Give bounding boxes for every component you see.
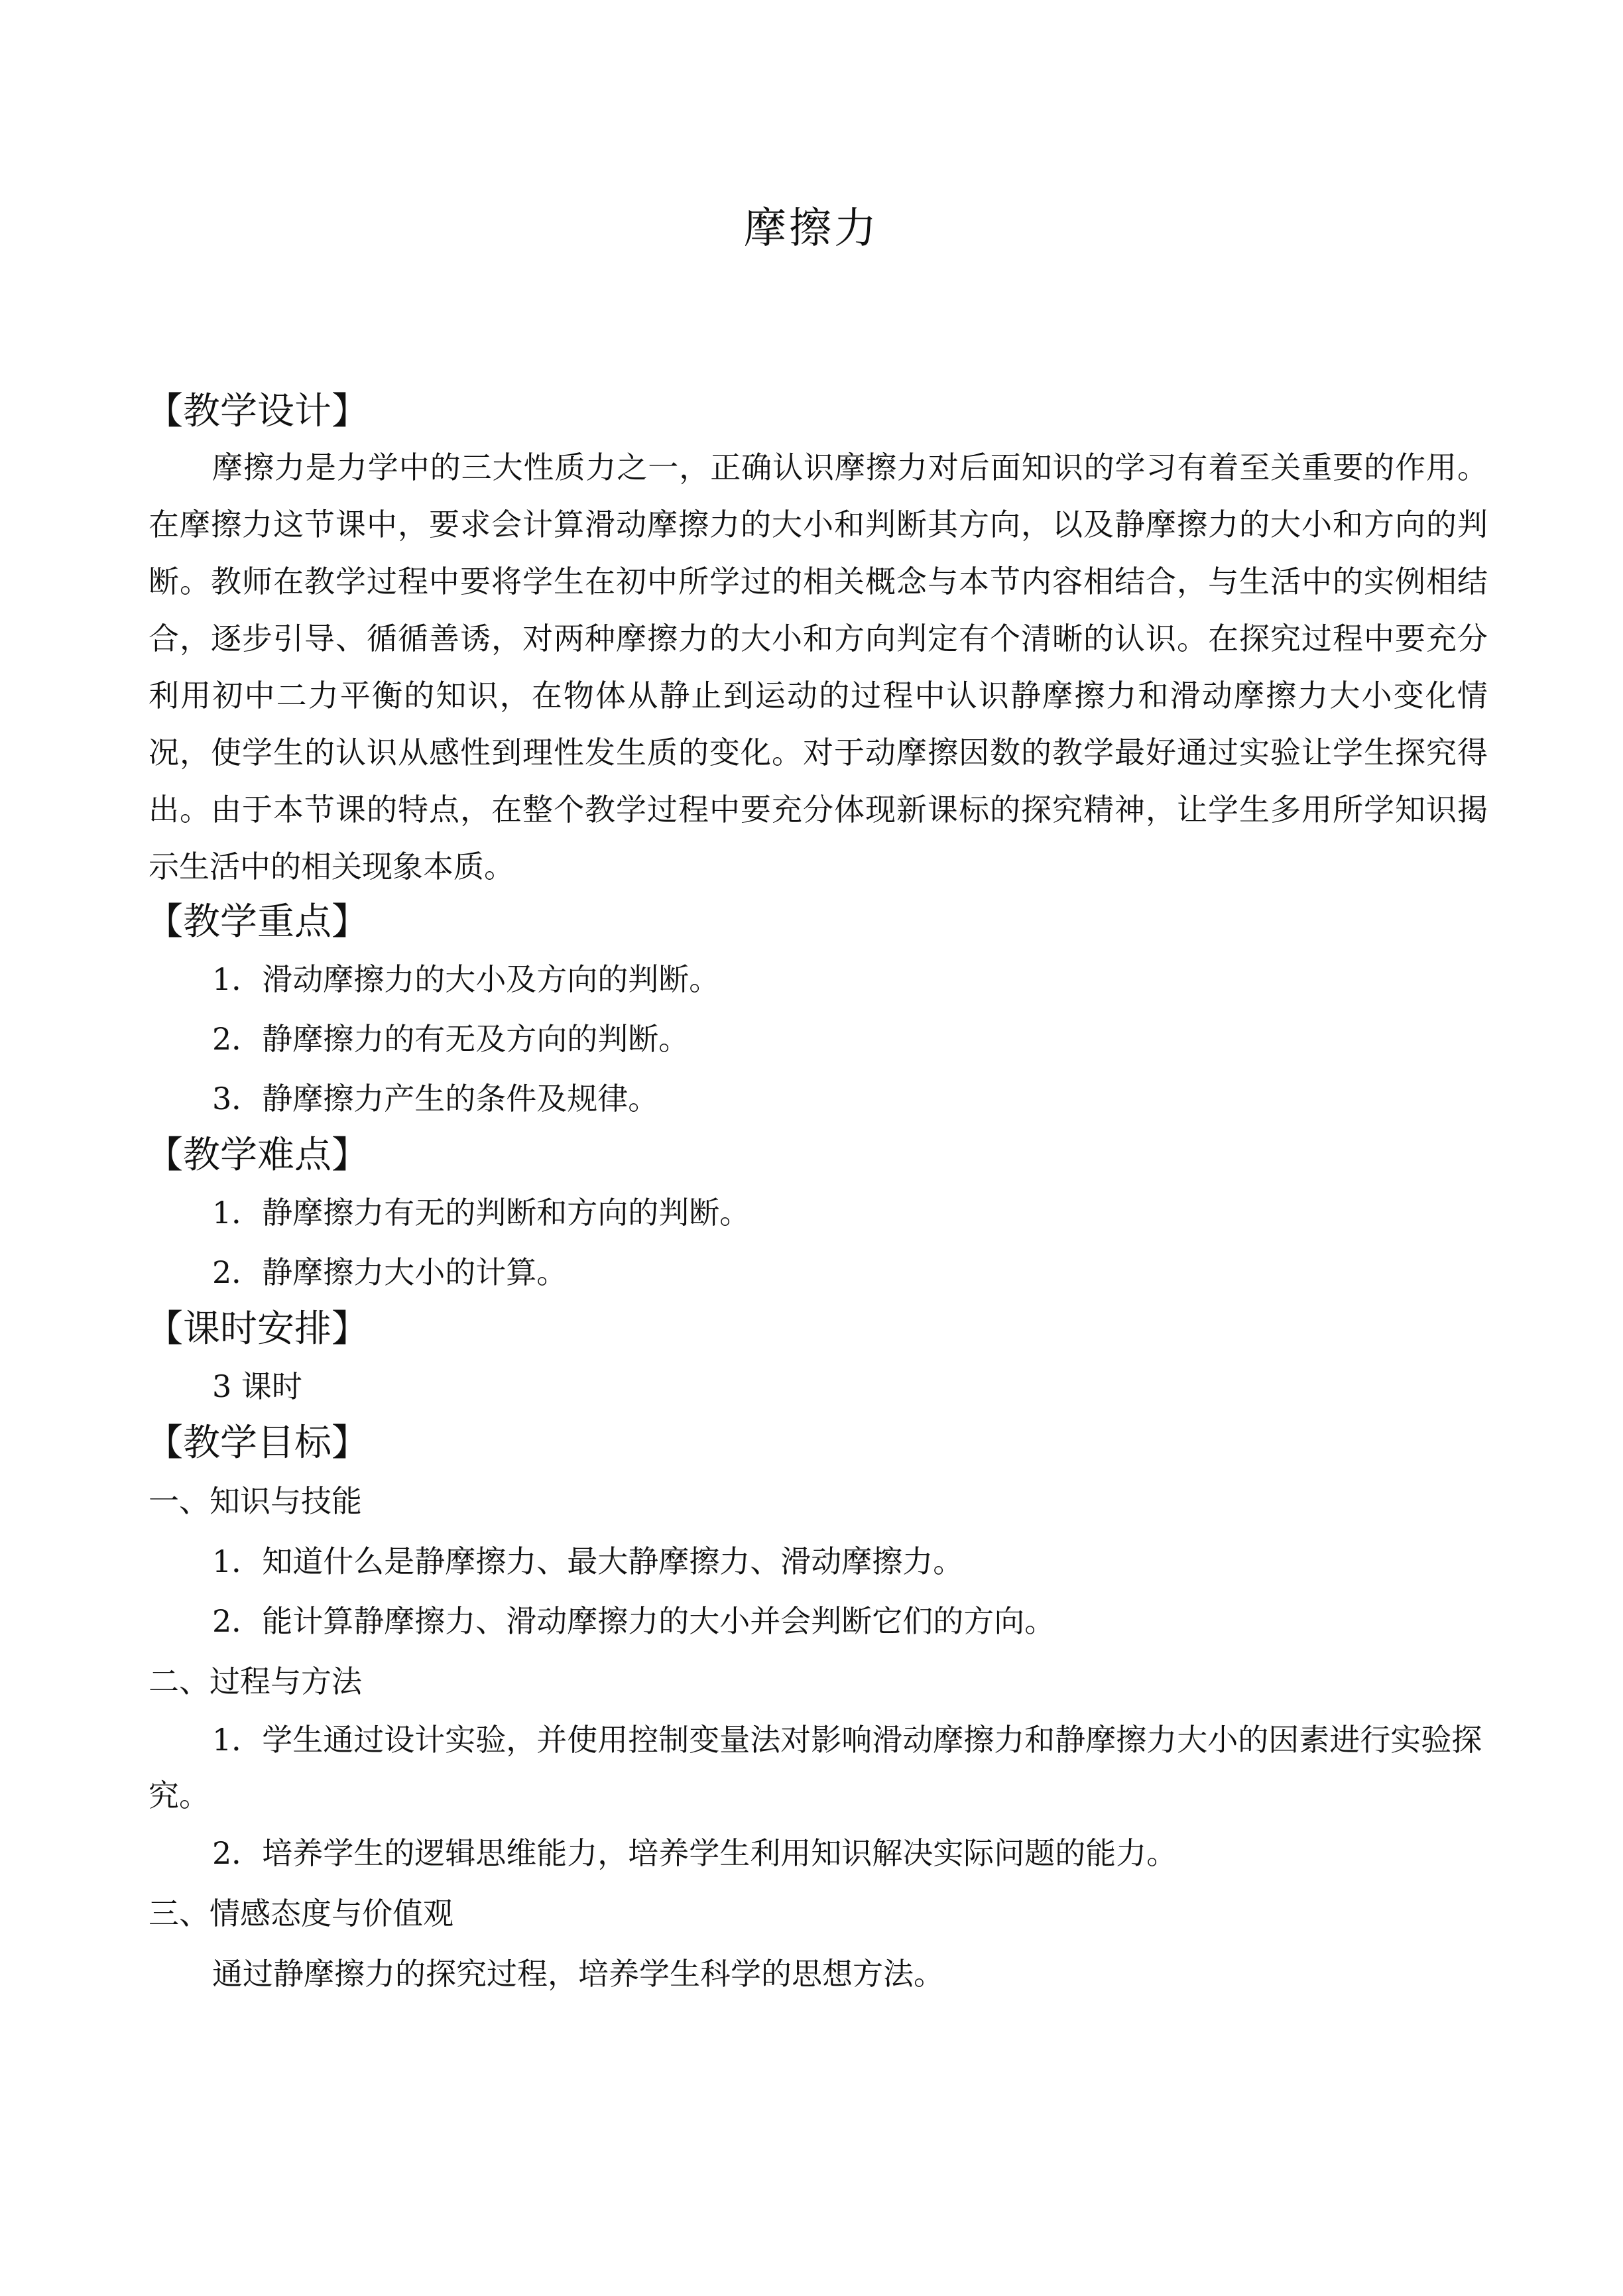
objective-emotion-title: 三、情感态度与价值观 <box>149 1896 453 1931</box>
objective-knowledge-title: 一、知识与技能 <box>149 1483 362 1519</box>
objective-knowledge-item: 1．知道什么是静摩擦力、最大静摩擦力、滑动摩擦力。 <box>212 1543 964 1579</box>
heading-teaching-design: 【教学设计】 <box>146 390 369 433</box>
difficulty-item: 1．静摩擦力有无的判断和方向的判断。 <box>212 1195 751 1231</box>
heading-difficulties: 【教学难点】 <box>146 1134 369 1177</box>
objective-emotion-item: 通过静摩擦力的探究过程，培养学生科学的思想方法。 <box>212 1956 944 1992</box>
schedule-text: 3 课时 <box>212 1368 302 1404</box>
heading-objectives: 【教学目标】 <box>146 1421 369 1465</box>
heading-schedule: 【课时安排】 <box>146 1307 369 1351</box>
objective-process-item: 1．学生通过设计实验，并使用控制变量法对影响滑动摩擦力和静摩擦力大小的因素进行实验探究。 <box>149 1722 1482 1813</box>
document-title: 摩擦力 <box>744 204 879 253</box>
objective-process-title: 二、过程与方法 <box>149 1663 362 1699</box>
heading-key-points: 【教学重点】 <box>146 900 369 943</box>
objective-knowledge-item: 2．能计算静摩擦力、滑动摩擦力的大小并会判断它们的方向。 <box>212 1603 1055 1639</box>
document-body <box>146 385 1488 2004</box>
key-point-item: 2．静摩擦力的有无及方向的判断。 <box>212 1021 690 1057</box>
difficulty-item: 2．静摩擦力大小的计算。 <box>212 1254 568 1290</box>
key-point-item: 3．静摩擦力产生的条件及规律。 <box>212 1081 659 1117</box>
objective-process-item: 2．培养学生的逻辑思维能力，培养学生利用知识解决实际问题的能力。 <box>212 1835 1177 1871</box>
key-point-item: 1．滑动摩擦力的大小及方向的判断。 <box>212 961 720 997</box>
teaching-design-paragraph: 摩擦力是力学中的三大性质力之一，正确认识摩擦力对后面知识的学习有着至关重要的作用。在摩擦力这节课中，要求会计算滑动摩擦力的大小和判断其方向，以及静摩擦力的大小和方向的判断。教师在教学过程中要将学生在初中所学过的相关概念与本节内容相结合，与生活中的实例相结合，逐步引导、循循善诱，对两种摩擦力的大小和方向判定有个清晰的认识。在探究过程中要充分利用初中二力平衡的知识，在物体从静止到运动的过程中认识静摩擦力和滑动摩擦力大小变化情况，使学生的认识从感性到理性发生质的变化。对于动摩擦因数的教学最好通过实验让学生探究得出。由于本节课的特点，在整个教学过程中要充分体现新课标的探究精神，让学生多用所学知识揭示生活中的相关现象本质。 <box>149 450 1488 884</box>
